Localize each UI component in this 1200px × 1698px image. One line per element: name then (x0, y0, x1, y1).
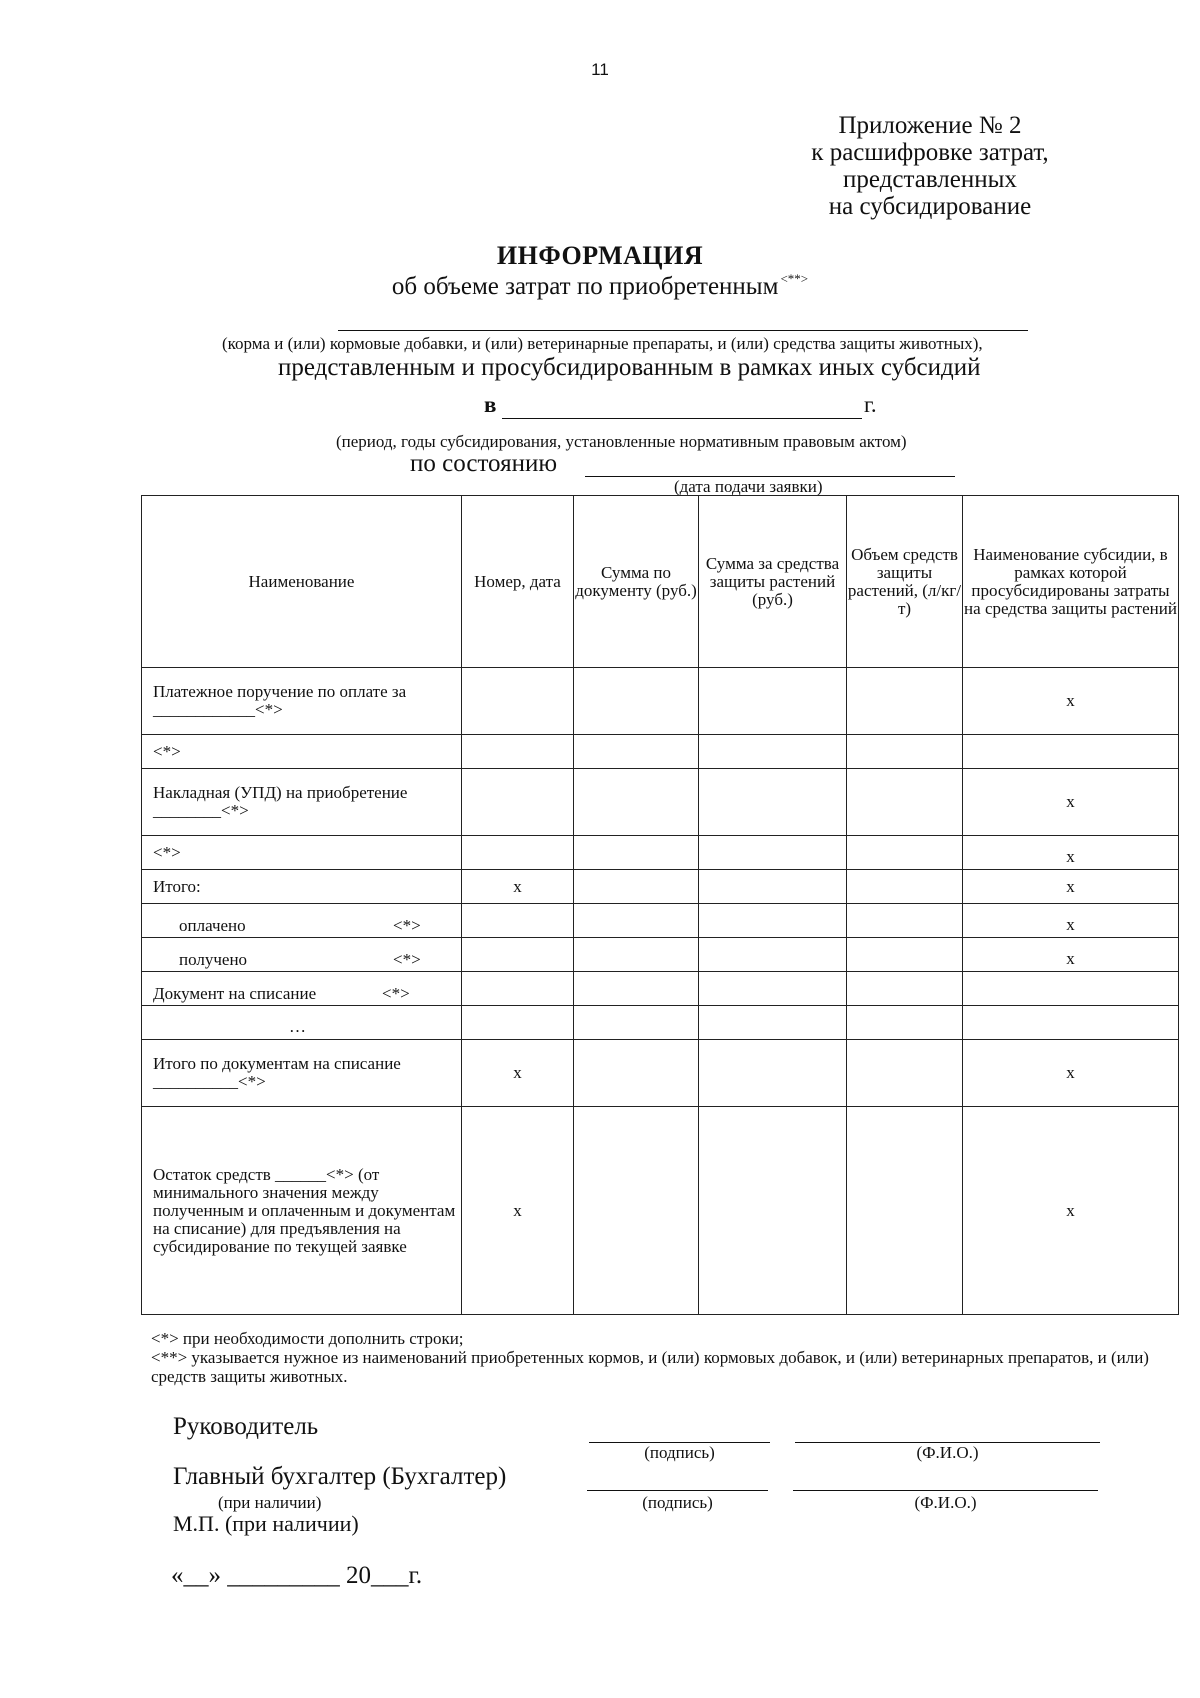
row-protection-sum (699, 1107, 847, 1315)
row-volume (847, 836, 963, 870)
row-document-sum (574, 1107, 699, 1315)
row-protection-sum (699, 904, 847, 938)
presented-line: представленным и просубсидированным в рамках иных субсидий (278, 354, 981, 381)
row-protection-sum (699, 668, 847, 735)
row-protection-sum (699, 836, 847, 870)
row-protection-sum (699, 870, 847, 904)
row-name: <*> (142, 735, 462, 769)
items-caption: (корма и (или) кормовые добавки, и (или) ветеринарные препараты, и (или) средства защиты животных), (222, 334, 983, 353)
table-row (142, 1040, 1179, 1107)
period-caption: (период, годы субсидирования, установленные нормативным правовым актом) (336, 432, 907, 451)
row-number-date (462, 938, 574, 972)
header-protection-sum: Сумма за средства защиты растений (руб.) (699, 496, 847, 668)
row-volume (847, 769, 963, 836)
table-row (142, 1107, 1179, 1315)
table-row (142, 938, 1179, 972)
header-number-date: Номер, дата (462, 496, 574, 668)
header-document-sum: Сумма по документу (руб.) (574, 496, 699, 668)
table-row (142, 870, 1179, 904)
row-name: Остаток средств ______<*> (от минимального значения между полученным и оплаченным и документам на списание) для предъявления на субсидирование по текущей заявке (142, 1107, 462, 1315)
accountant-label: Главный бухгалтер (Бухгалтер) (173, 1463, 507, 1490)
appendix-line-4: на субсидирование (828, 193, 1032, 220)
row-volume (847, 668, 963, 735)
header-subsidy-name: Наименование субсидии, в рамках которой просубсидированы затраты на средства защиты растений (963, 496, 1179, 668)
cost-table (141, 495, 1179, 1315)
row-document-sum (574, 972, 699, 1006)
row-name: Итого: (142, 870, 462, 904)
row-volume (847, 972, 963, 1006)
row-number-date: х (462, 1040, 574, 1107)
items-blank-line (338, 330, 1028, 331)
row-protection-sum (699, 769, 847, 836)
row-number-date (462, 836, 574, 870)
row-name (142, 938, 462, 972)
table-row (142, 668, 1179, 735)
row-number-date (462, 972, 574, 1006)
head-signature-caption: (подпись) (644, 1443, 715, 1462)
row-mark: <*> (382, 984, 410, 1003)
row-name (142, 904, 462, 938)
page-number: 11 (591, 60, 609, 79)
status-caption: (дата подачи заявки) (674, 477, 823, 496)
row-number-date (462, 735, 574, 769)
row-number-date: х (462, 870, 574, 904)
row-protection-sum (699, 938, 847, 972)
table-row (142, 769, 1179, 836)
subtitle-footnote-mark: <**> (780, 271, 809, 286)
table-row (142, 836, 1179, 870)
row-volume (847, 938, 963, 972)
footnotes (151, 1329, 1181, 1386)
row-document-sum (574, 769, 699, 836)
row-mark: <*> (393, 950, 421, 969)
row-name: Платежное поручение по оплате за ____________<*> (142, 668, 462, 735)
row-subsidy-name (963, 735, 1179, 769)
table-row (142, 735, 1179, 769)
subtitle-text: об объеме затрат по приобретенным (391, 273, 779, 300)
table-header-row (142, 496, 1179, 668)
row-subsidy-name (963, 972, 1179, 1006)
period-suffix: г. (864, 392, 877, 417)
status-prefix: по состоянию (410, 450, 557, 477)
row-subsidy-name: х (963, 870, 1179, 904)
row-subsidy-name: х (963, 668, 1179, 735)
row-number-date (462, 769, 574, 836)
row-volume (847, 870, 963, 904)
row-subsidy-name: х (963, 938, 1179, 972)
row-document-sum (574, 836, 699, 870)
accountant-fio-line (793, 1490, 1098, 1491)
row-subsidy-name: х (963, 1040, 1179, 1107)
period-line (484, 392, 496, 418)
row-label: оплачено (179, 916, 246, 935)
header-volume: Объем средств защиты растений, (л/кг/т) (847, 496, 963, 668)
date-line: «__» _________ 20___г. (171, 1562, 423, 1589)
document-subtitle (0, 271, 1200, 301)
row-name: <*> (142, 836, 462, 870)
footnote-2: <**> указывается нужное из наименований приобретенных кормов, и (или) кормовых добавок, и (или) ветеринарных препаратов, и (или) средств защиты животных. (151, 1348, 1149, 1386)
stamp-label: М.П. (при наличии) (173, 1511, 359, 1536)
row-name: … (142, 1006, 462, 1040)
row-protection-sum (699, 1040, 847, 1107)
row-protection-sum (699, 1006, 847, 1040)
row-volume (847, 1040, 963, 1107)
table-row (142, 1006, 1179, 1040)
row-subsidy-name: х (963, 904, 1179, 938)
row-label: получено (179, 950, 248, 969)
row-volume (847, 904, 963, 938)
row-number-date (462, 1006, 574, 1040)
row-document-sum (574, 1006, 699, 1040)
row-document-sum (574, 904, 699, 938)
row-volume (847, 1107, 963, 1315)
footnote-1: <*> при необходимости дополнить строки; (151, 1329, 464, 1348)
appendix-line-1: Приложение № 2 (838, 112, 1022, 139)
row-subsidy-name (963, 1006, 1179, 1040)
row-document-sum (574, 668, 699, 735)
row-mark: <*> (393, 916, 421, 935)
accountant-signature-line (587, 1490, 768, 1491)
accountant-signature-caption: (подпись) (642, 1493, 713, 1512)
row-document-sum (574, 870, 699, 904)
header-name: Наименование (142, 496, 462, 668)
row-number-date (462, 904, 574, 938)
row-name: Накладная (УПД) на приобретение ________<*> (142, 769, 462, 836)
appendix-line-2: к расшифровке затрат, (811, 139, 1049, 166)
row-volume (847, 1006, 963, 1040)
accountant-if-any: (при наличии) (218, 1493, 322, 1512)
row-label: Документ на списание (153, 984, 317, 1003)
accountant-fio-caption: (Ф.И.О.) (914, 1493, 977, 1512)
head-fio-caption: (Ф.И.О.) (916, 1443, 979, 1462)
row-name: Итого по документам на списание __________<*> (142, 1040, 462, 1107)
period-prefix: в (484, 392, 497, 417)
row-subsidy-name: х (963, 836, 1179, 870)
row-subsidy-name: х (963, 769, 1179, 836)
head-label: Руководитель (173, 1413, 319, 1440)
row-name (142, 972, 462, 1006)
row-subsidy-name: х (963, 1107, 1179, 1315)
table-row (142, 972, 1179, 1006)
row-protection-sum (699, 735, 847, 769)
row-protection-sum (699, 972, 847, 1006)
row-document-sum (574, 735, 699, 769)
row-number-date (462, 668, 574, 735)
appendix-header (760, 112, 1100, 220)
document-title: ИНФОРМАЦИЯ (496, 241, 704, 270)
table-row (142, 904, 1179, 938)
appendix-line-3: представленных (843, 166, 1017, 193)
row-volume (847, 735, 963, 769)
row-document-sum (574, 938, 699, 972)
row-number-date: х (462, 1107, 574, 1315)
row-document-sum (574, 1040, 699, 1107)
period-blank (502, 418, 862, 419)
